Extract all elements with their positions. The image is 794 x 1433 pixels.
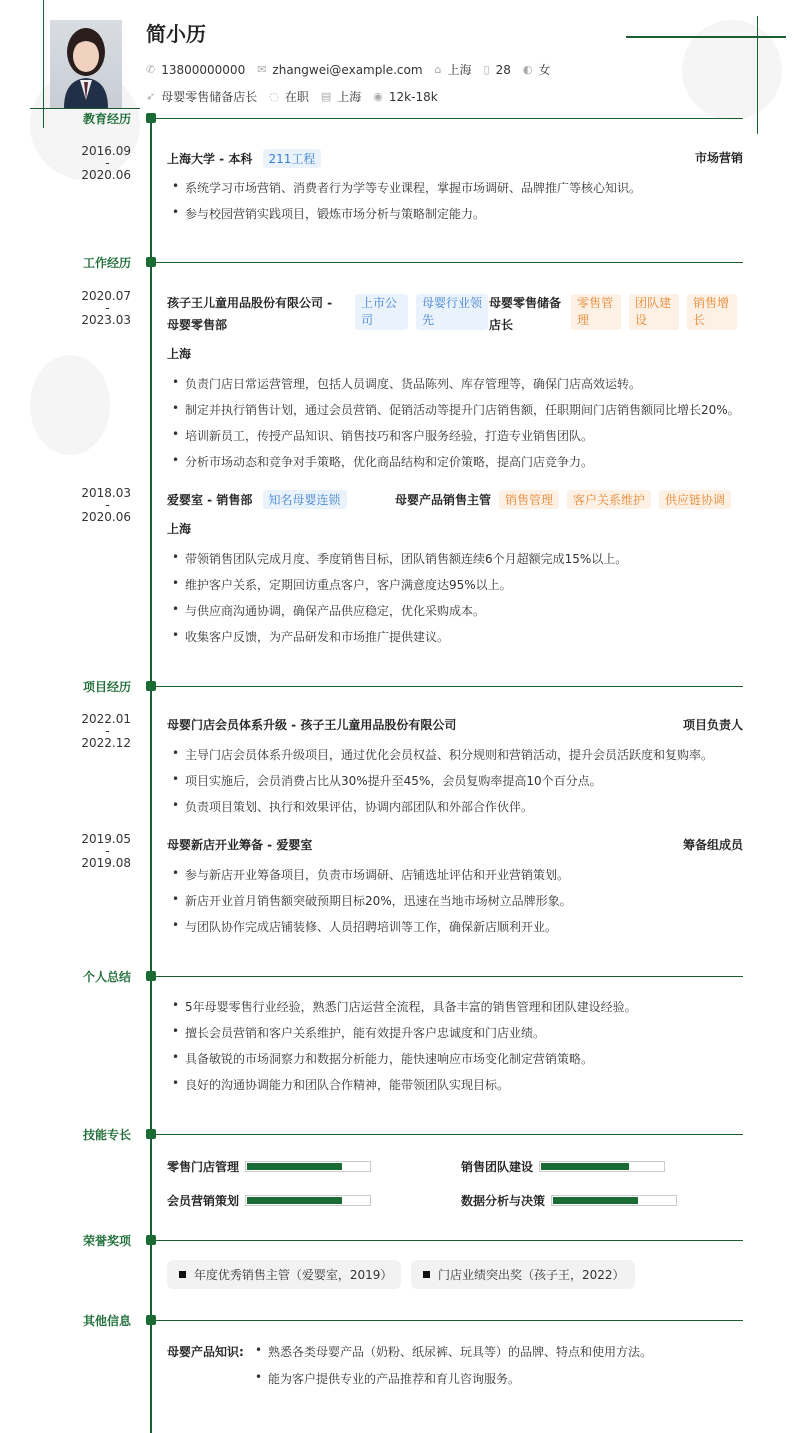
decor-line: [30, 108, 140, 109]
project-name: 母婴门店会员体系升级 - 孩子王儿童用品股份有限公司: [167, 718, 457, 732]
end-date: 2022.12: [81, 736, 131, 750]
start-date: 2020.07: [81, 289, 131, 303]
bullet-text: 熟悉各类母婴产品（奶粉、纸尿裤、玩具等）的品牌、特点和使用方法。: [268, 1345, 653, 1359]
honor-text: 年度优秀销售主管（爱婴室，2019）: [193, 1268, 393, 1282]
section-divider: [151, 118, 743, 119]
company-tags: [355, 294, 488, 330]
bullet-text: 收集客户反馈，为产品研发和市场推广提供建议。: [185, 630, 450, 644]
date-sep: -: [105, 156, 110, 170]
bullet-text: 制定并执行销售计划，通过会员营销、促销活动等提升门店销售额，任职期间门店销售额同比增长20%。: [185, 403, 740, 417]
job-role: 母婴产品销售主管: [395, 493, 492, 507]
major: 市场营销: [694, 151, 743, 165]
city: 上海: [447, 63, 472, 77]
bullet-text: 负责项目策划、执行和效果评估，协调内部团队和外部合作伙伴。: [185, 800, 534, 814]
skill-item: [461, 1192, 677, 1209]
skill-item: [167, 1192, 371, 1209]
bullet-item: [172, 453, 593, 470]
section-title-project: 项目经历: [82, 680, 131, 694]
date-range: [70, 833, 131, 869]
send-icon: ➶: [146, 90, 156, 103]
start-date: 2018.03: [81, 486, 131, 500]
bullet-text: 分析市场动态和竞争对手策略，优化商品结构和定价策略，提高门店竞争力。: [185, 455, 594, 469]
bullet-item: [172, 205, 485, 222]
skill-tag: 销售管理: [499, 490, 559, 509]
job-status: 在职: [284, 90, 309, 104]
bullet-item: [172, 602, 485, 619]
bullet-text: 系统学习市场营销、消费者行为学等专业课程，掌握市场调研、品牌推广等核心知识。: [185, 181, 642, 195]
section-title-other: 其他信息: [82, 1314, 131, 1328]
section-title-honors: 荣誉奖项: [82, 1234, 131, 1248]
skill-bar-fill: [247, 1163, 342, 1170]
phone: 13800000000: [161, 62, 246, 77]
section-dot: [146, 1315, 156, 1325]
bullet-item: [255, 1343, 652, 1360]
bullet-item: [172, 179, 641, 196]
bullet-item: [172, 427, 593, 444]
building-icon: ▤: [320, 90, 332, 103]
project-role: 筹备组成员: [682, 838, 743, 852]
skill-bar: [539, 1161, 665, 1172]
target-city: 上海: [337, 90, 362, 104]
bullet-item: [172, 1076, 509, 1093]
section-divider: [151, 262, 743, 263]
bullet-text: 培训新员工，传授产品知识、销售技巧和客户服务经验，打造专业销售团队。: [185, 429, 594, 443]
bullet-text: 良好的沟通协调能力和团队合作精神，能带领团队实现目标。: [185, 1078, 510, 1092]
bullet-item: [172, 746, 713, 763]
skill-tag: 客户关系维护: [567, 490, 651, 509]
date-sep: -: [105, 724, 110, 738]
school-tag: 211工程: [263, 149, 322, 168]
contact-row: [146, 61, 551, 78]
gender-icon: ◐: [522, 63, 533, 76]
section-divider: [151, 1240, 743, 1241]
bullet-item: [172, 550, 627, 567]
date-range: [70, 145, 131, 181]
avatar-photo: [50, 20, 122, 108]
skill-tag: 团队建设: [629, 294, 679, 330]
age-icon: ▯: [483, 63, 490, 76]
date-sep: -: [105, 301, 110, 315]
job-role: 母婴零售储备店长: [489, 296, 562, 332]
skill-item: [167, 1158, 371, 1175]
section-divider: [151, 976, 743, 977]
end-date: 2020.06: [81, 168, 131, 182]
skill-name: 销售团队建设: [461, 1160, 534, 1174]
bullet-item: [172, 772, 602, 789]
bullet-text: 带领销售团队完成月度、季度销售目标，团队销售额连续6个月超额完成15%以上。: [185, 552, 628, 566]
skill-item: [461, 1158, 665, 1175]
skill-name: 会员营销策划: [167, 1194, 240, 1208]
company-name: 孩子王儿童用品股份有限公司 - 母婴零售部: [167, 296, 333, 332]
skill-tag: 零售管理: [571, 294, 621, 330]
candidate-name: 简小历: [146, 22, 206, 46]
skill-bar: [245, 1161, 371, 1172]
email-icon: ✉: [257, 63, 267, 76]
section-dot: [146, 1129, 156, 1139]
bullet-text: 擅长会员营销和客户关系维护，能有效提升客户忠诚度和门店业绩。: [185, 1026, 546, 1040]
skill-bar-fill: [541, 1163, 629, 1170]
role-skills: [395, 490, 731, 509]
bullet-item: [172, 1050, 593, 1067]
bullet-text: 5年母婴零售行业经验，熟悉门店运营全流程，具备丰富的销售管理和团队建设经验。: [185, 1000, 637, 1014]
age: 28: [495, 62, 511, 77]
bullet-text: 参与校园营销实践项目，锻炼市场分析与策略制定能力。: [185, 207, 486, 221]
decor-line: [757, 16, 758, 134]
job-city: 上海: [167, 347, 192, 361]
gender: 女: [538, 63, 551, 77]
salary: 12k-18k: [388, 89, 438, 104]
date-sep: -: [105, 844, 110, 858]
end-date: 2020.06: [81, 510, 131, 524]
date-sep: -: [105, 498, 110, 512]
section-dot: [146, 257, 156, 267]
start-date: 2016.09: [81, 144, 131, 158]
bullet-item: [172, 576, 512, 593]
status-icon: ◌: [269, 90, 279, 103]
honor-item: [411, 1260, 635, 1289]
honor-item: [167, 1260, 401, 1289]
section-title-work: 工作经历: [82, 256, 131, 270]
decor-line: [626, 36, 786, 38]
section-title-skills: 技能专长: [82, 1128, 131, 1142]
other-label: 母婴产品知识:: [167, 1345, 244, 1359]
date-range: [70, 713, 131, 749]
section-dot: [146, 1235, 156, 1245]
bullet-text: 维护客户关系，定期回访重点客户，客户满意度达95%以上。: [185, 578, 512, 592]
bullet-text: 项目实施后，会员消费占比从30%提升至45%，会员复购率提高10个百分点。: [185, 774, 602, 788]
section-divider: [151, 1320, 743, 1321]
company-tag: 母婴行业领先: [416, 294, 488, 330]
bullet-text: 能为客户提供专业的产品推荐和育儿咨询服务。: [268, 1372, 521, 1386]
email: zhangwei@example.com: [272, 62, 423, 77]
bullet-item: [172, 918, 557, 935]
section-title-education: 教育经历: [82, 112, 131, 126]
bullet-item: [172, 998, 637, 1015]
honor-text: 门店业绩突出奖（孩子王，2022）: [437, 1268, 625, 1282]
date-range: [70, 487, 131, 523]
end-date: 2023.03: [81, 313, 131, 327]
home-icon: ⌂: [434, 63, 442, 76]
company: 爱婴室 - 销售部: [167, 493, 253, 507]
skill-bar-fill: [553, 1197, 638, 1204]
school: 上海大学 - 本科: [167, 152, 253, 166]
section-divider: [151, 686, 743, 687]
decor-circle: [682, 20, 782, 120]
bullet-item: [172, 798, 533, 815]
section-title-summary: 个人总结: [82, 970, 131, 984]
start-date: 2019.05: [81, 832, 131, 846]
project-name: 母婴新店开业筹备 - 爱婴室: [167, 838, 313, 852]
company-name: [167, 490, 347, 509]
bullet-text: 主导门店会员体系升级项目，通过优化会员权益、积分规则和营销活动，提升会员活跃度和复购率。: [185, 748, 714, 762]
date-range: [70, 290, 131, 326]
section-dot: [146, 113, 156, 123]
target-job: 母婴零售储备店长: [161, 90, 258, 104]
section-dot: [146, 971, 156, 981]
phone-icon: ✆: [146, 63, 156, 76]
intent-row: [146, 88, 438, 105]
bullet-text: 负责门店日常运营管理，包括人员调度、货品陈列、库存管理等，确保门店高效运转。: [185, 377, 642, 391]
bullet-item: [172, 628, 449, 645]
decor-circle: [30, 355, 110, 455]
section-dot: [146, 681, 156, 691]
skill-name: 零售门店管理: [167, 1160, 240, 1174]
bullet-item: [172, 866, 569, 883]
bullet-text: 具备敏锐的市场洞察力和数据分析能力，能快速响应市场变化制定营销策略。: [185, 1052, 594, 1066]
company-tag: 上市公司: [355, 294, 408, 330]
skill-bar: [551, 1195, 677, 1206]
bullet-text: 与供应商沟通协调，确保产品供应稳定，优化采购成本。: [185, 604, 486, 618]
skill-tag: 销售增长: [687, 294, 737, 330]
bullet-text: 参与新店开业筹备项目，负责市场调研、店铺选址评估和开业营销策划。: [185, 868, 570, 882]
bullet-item: [172, 892, 572, 909]
bullet-item: [172, 401, 740, 418]
salary-icon: ◉: [373, 90, 383, 103]
job-city: 上海: [167, 522, 192, 536]
square-bullet-icon: [179, 1271, 186, 1278]
skill-bar: [245, 1195, 371, 1206]
education-school: [167, 149, 321, 168]
company-tag: 知名母婴连锁: [263, 490, 347, 509]
bullet-item: [255, 1370, 520, 1387]
start-date: 2022.01: [81, 712, 131, 726]
bullet-text: 新店开业首月销售额突破预期目标20%，迅速在当地市场树立品牌形象。: [185, 894, 572, 908]
section-divider: [151, 1134, 743, 1135]
skill-bar-fill: [247, 1197, 342, 1204]
bullet-text: 与团队协作完成店铺装修、人员招聘培训等工作，确保新店顺利开业。: [185, 920, 558, 934]
skill-tags: [571, 294, 737, 330]
end-date: 2019.08: [81, 856, 131, 870]
bullet-item: [172, 375, 641, 392]
skill-tag: 供应链协调: [659, 490, 731, 509]
bullet-item: [172, 1024, 545, 1041]
project-role: 项目负责人: [682, 718, 743, 732]
square-bullet-icon: [423, 1271, 430, 1278]
skill-name: 数据分析与决策: [461, 1194, 546, 1208]
